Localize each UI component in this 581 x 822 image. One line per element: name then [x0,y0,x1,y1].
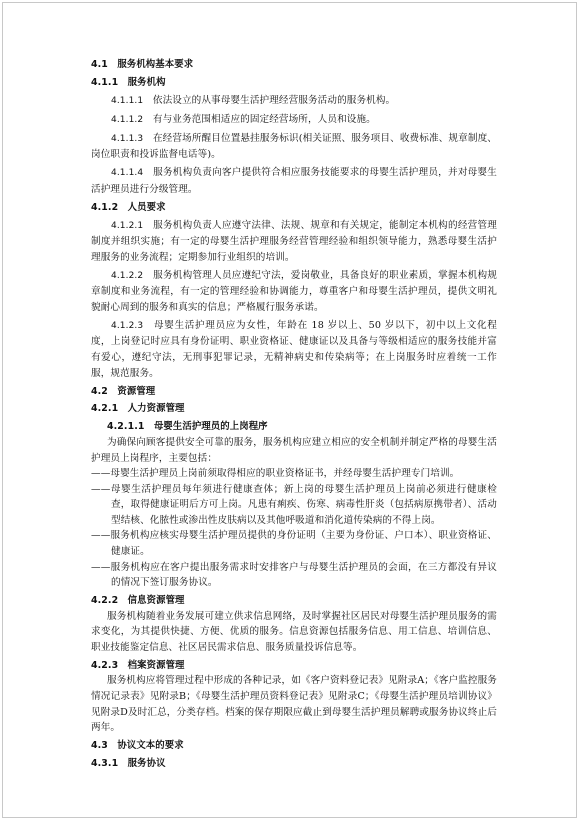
list-item: ——母婴生活护理员上岗前须取得相应的职业资格证书，并经母婴生活护理专门培训。 [91,468,460,480]
clause-paragraph [91,218,497,266]
section-heading: 4.2.2 信息资源管理 [91,595,185,607]
section-heading: 4.3.1 服务协议 [91,757,166,769]
section-heading: 4.2.3 档案资源管理 [91,659,185,671]
section-heading: 4.1 服务机构基本要求 [91,59,194,71]
body-paragraph: 服务机构应将管理过程中形成的各种记录，如《客户资料登记表》见附录A；《客户监控服务情况记录表》见附录B；《母婴生活护理员资料登记表》见附录C；《母婴生活护理员培训协议》见附录D及时汇总，分类存档。档案的保存期限应截止到母婴生活护理员解聘或服务协议终止后两年。 [91,675,497,734]
clause-paragraph [91,165,497,197]
clause-number: 4.1.2.3 [111,320,144,331]
list-item: ——服务机构应在客户提出服务需求时安排客户与母婴生活护理员的会面，在三方都没有异议的情况下签订服务协议。 [91,561,497,589]
document-body [91,55,497,772]
clause-text: 在经营场所醒目位置悬挂服务标识(相关证照、服务项目、收费标准、规章制度、岗位职责和投诉监督电话等)。 [91,132,497,161]
section-heading: 4.2.1 人力资源管理 [91,403,185,415]
section-heading: 4.2 资源管理 [91,385,156,397]
clause-text: 有与业务范围相适应的固定经营场所，人员和设施。 [152,113,376,125]
clause-paragraph [91,93,497,110]
section-heading: 4.1.2 人员要求 [91,201,166,213]
list-item: ——母婴生活护理员每年须进行健康查体；新上岗的母婴生活护理员上岗前必须进行健康检查，取得健康证明后方可上岗。凡患有痢疾、伤寒、病毒性肝炎（包括病原携带者）、活动型结核、化脓性或渗出性皮肤病以及其他呼吸道和消化道传染病的不得上岗。 [91,483,497,526]
clause-text: 服务机构负责人应遵守法律、法规、规章和有关规定，能制定本机构的经营管理制度并组织实施；有一定的母婴生活护理服务经营管理经验和组织领导能力，熟悉母婴生活护理服务的业务流程；定期参加行业组织的培训。 [91,219,497,263]
section-heading: 4.3 协议文本的要求 [91,740,184,752]
document-page [2,2,577,818]
clause-number: 4.1.1.4 [111,168,144,179]
body-paragraph: 服务机构随着业务发展可建立供求信息网络，及时掌握社区居民对母婴生活护理员服务的需求变化，为其提供快捷、方便、优质的服务。信息资源包括服务信息、用工信息、培训信息、职业技能鉴定信息、社区居民需求信息、服务质量投诉信息等。 [91,610,497,653]
clause-number: 4.1.1.2 [111,114,144,125]
clause-paragraph [91,131,497,163]
list-item: ——服务机构应核实母婴生活护理员提供的身份证明（主要为身份证、户口本）、职业资格证、健康证。 [91,530,497,558]
body-paragraph: 为确保向顾客提供安全可靠的服务，服务机构应建立相应的安全机制并制定严格的母婴生活护理员上岗程序，主要包括： [91,436,497,464]
clause-text: 母婴生活护理员应为女性，年龄在 18 岁以上、50 岁以下，初中以上文化程度，上岗登记时应具有身份证明、职业资格证、健康证以及具备与等级相适应的服务技能并富有爱心，遵纪守法，无刑事犯罪记录，无精神病史和传染病等；在上岗服务时应着统一工作服，规范服务。 [91,319,498,379]
clause-number: 4.1.1.1 [111,96,144,107]
clause-text: 服务机构负责向客户提供符合相应服务技能要求的母婴生活护理员，并对母婴生活护理员进行分级管理。 [91,167,497,195]
clause-paragraph [91,268,497,316]
clause-paragraph [91,112,497,129]
clause-number: 4.1.2.1 [111,220,144,231]
clause-paragraph [91,318,497,381]
subsection-heading: 4.2.1.1 母婴生活护理员的上岗程序 [107,421,268,433]
clause-number: 4.1.2.2 [111,270,144,281]
clause-text: 依法设立的从事母婴生活护理经营服务活动的服务机构。 [152,95,396,107]
clause-text: 服务机构管理人员应遵纪守法，爱岗敬业，具备良好的职业素质，掌握本机构规章制度和业务流程，有一定的管理经验和协调能力，尊重客户和母婴生活护理员，提供文明礼貌耐心周到的服务和真实的信息；严格履行服务承诺。 [91,269,497,313]
clause-number: 4.1.1.3 [111,133,144,144]
section-heading: 4.1.1 服务机构 [91,77,166,89]
